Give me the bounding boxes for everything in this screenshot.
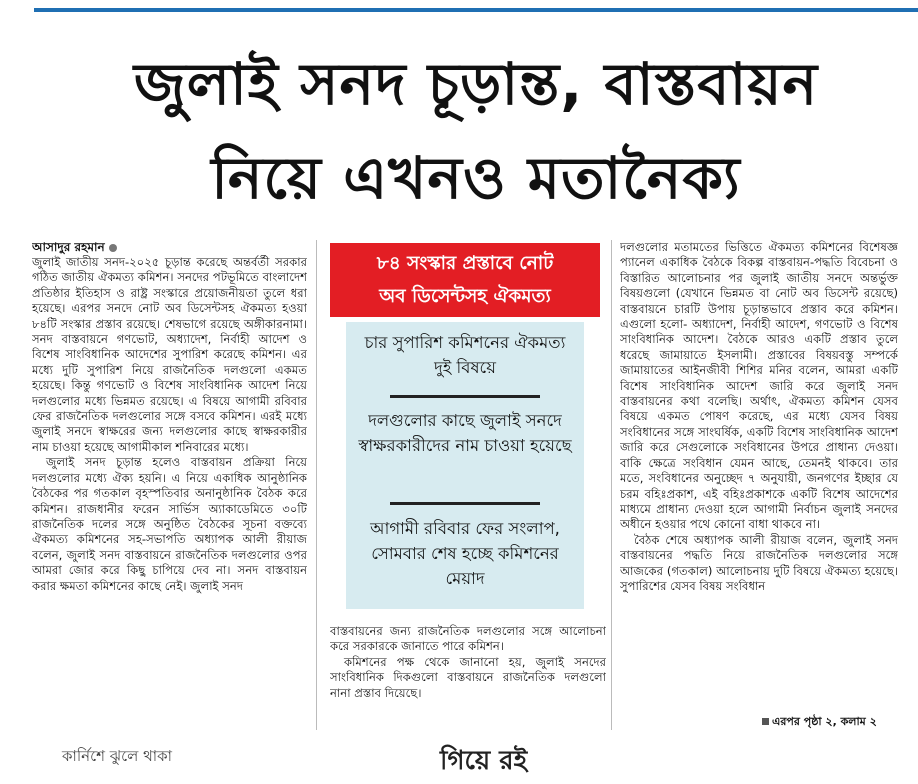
byline-name: আসাদুর রহমান: [32, 240, 105, 254]
continuation-text: এরপর পৃষ্ঠা ২, কলাম ২: [772, 715, 877, 728]
highlight-separator: [390, 502, 540, 505]
article-column-3: [620, 240, 898, 758]
highlight-item: দলগুলোর কাছে জুলাই সনদে স্বাক্ষরকারীদের নাম চাওয়া হয়েছে: [358, 411, 572, 455]
teaser-right: গিয়ে রই: [440, 746, 528, 776]
article-column-1: [32, 240, 307, 758]
byline: [32, 240, 307, 255]
teaser-left: কার্নিশে ঝুলে থাকা: [62, 747, 172, 765]
headline-line-2: নিয়ে এখনও মতানৈক্য: [211, 144, 741, 212]
paragraph: বাস্তবায়নের জন্য রাজনৈতিক দলগুলোর সঙ্গে আলোচনা করে সরকারকে জানাতে পারে কমিশন।: [330, 624, 606, 654]
continuation-note: [762, 713, 877, 732]
headline-line-1: জুলাই সনদ চূড়ান্ত, বাস্তবায়ন: [133, 50, 819, 118]
paragraph: জুলাই সনদ চূড়ান্ত হলেও বাস্তবায়ন প্রক্রিয়া নিয়ে দলগুলোর মধ্যে ঐক্য হয়নি। এ নিয়ে একাধিক আনুষ্ঠানিক বৈঠকের পর গতকাল বৃহস্পতিবার অনানুষ্ঠানিক বৈঠক করে কমিশন। রাজধানীর ফরেন সার্ভিস অ্যাকাডেমিতে ৩০টি রাজনৈতিক দলের সঙ্গে অনুষ্ঠিত বৈঠকের সূচনা বক্তব্যে ঐকমত্য কমিশনের সহ-সভাপতি অধ্যাপক আলী রীয়াজ বলেন, জুলাই সনদ বাস্তবায়নে রাজনৈতিক দলগুলোর ওপর আমরা জোর করে কিছু চাপিয়ে দেব না। সনদ বাস্তবায়ন করার ক্ষমতা কমিশনের কাছে নেই। জুলাই সনদ: [32, 455, 307, 593]
paragraph: কমিশনের পক্ষ থেকে জানানো হয়, জুলাই সনদের সাংবিধানিক দিকগুলো বাস্তবায়নে রাজনৈতিক দলগুলো নানা প্রস্তাব দিয়েছে।: [330, 654, 606, 700]
square-bullet-icon: [762, 718, 769, 725]
paragraph: বৈঠক শেষে অধ্যাপক আলী রীয়াজ বলেন, জুলাই সনদ বাস্তবায়নের পদ্ধতি নিয়ে রাজনৈতিক দলগুলোর সঙ্গে আজকের (গতকাল) আলোচনায় দুটি বিষয়ে ঐকমত্য হয়েছে। সুপারিশের যেসব বিষয় সংবিধান: [620, 532, 898, 593]
red-highlight-box: [330, 243, 600, 317]
redbox-line-1: ৮৪ সংস্কার প্রস্তাবে নোট: [376, 253, 554, 274]
highlights-box: [346, 322, 584, 609]
highlight-separator: [390, 395, 540, 398]
paragraph: দলগুলোর মতামতের ভিত্তিতে ঐকমত্য কমিশনের বিশেষজ্ঞ প্যানেল একাধিক বৈঠকে বিকল্প বাস্তবায়ন-পদ্ধতি বিবেচনা ও বিস্তারিত আলোচনার পর জুলাই জাতীয় সনদে অন্তর্ভুক্ত বিষয়গুলো (যেখানে ভিন্নমত বা নোট অব ডিসেন্ট রয়েছে) বাস্তবায়নে চারটি উপায় চূড়ান্তভাবে প্রস্তাব করে কমিশন। এগুলো হলো- অধ্যাদেশ, নির্বাহী আদেশ, গণভোট ও বিশেষ সাংবিধানিক আদেশ। বৈঠকে আরও একটি প্রস্তাব তুলে ধরেছে জামায়াতে ইসলামী। প্রস্তাবের বিষয়বস্তু সম্পর্কে জামায়াতের আইনজীবী শিশির মনির বলেন, আমরা একটি বিশেষ সাংবিধানিক আদেশ জারি করে জুলাই সনদ বাস্তবায়নের কথা বলেছি। অর্থাৎ, ঐকমত্য কমিশন যেসব বিষয়ে একমত পোষণ করেছে, এর মধ্যে যেসব বিষয় সংবিধানের সঙ্গে সাংঘর্ষিক, একটি বিশেষ সাংবিধানিক আদেশ জারি করে সেগুলোকে সংবিধানের উপরে প্রাধান্য দেওয়া। বাকি ক্ষেত্রে সংবিধান যেমন আছে, তেমনই থাকবে। তার মতে, সংবিধানের অনুচ্ছেদ ৭ অনুযায়ী, জনগণের ইচ্ছার যে চরম বহিঃপ্রকাশ, এই বহিঃপ্রকাশকে একটি বিশেষ আদেশের মাধ্যমে প্রাধান্য দেওয়া হলে আগামী নির্বাচন জুলাই সনদের অধীনে হওয়ার পথে কোনো বাধা থাকবে না।: [620, 240, 898, 532]
top-rule: [34, 8, 918, 12]
redbox-line-2: অব ডিসেন্টসহ ঐকমত্য: [379, 286, 551, 307]
column-divider: [611, 240, 612, 730]
highlight-item: আগামী রবিবার ফের সংলাপ, সোমবার শেষ হচ্ছে কমিশনের মেয়াদ: [370, 519, 560, 588]
highlight-item: চার সুপারিশ কমিশনের ঐকমত্য দুই বিষয়ে: [364, 333, 566, 377]
article-column-2: [330, 624, 606, 734]
column-divider: [316, 240, 317, 730]
byline-dot-icon: [109, 244, 117, 252]
paragraph: জুলাই জাতীয় সনদ-২০২৫ চূড়ান্ত করেছে অন্তর্বর্তী সরকার গঠিত জাতীয় ঐকমত্য কমিশন। সনদের পটভূমিতে বাংলাদেশ প্রতিষ্ঠার ইতিহাস ও রাষ্ট্র সংস্কারে প্রয়োজনীয়তা তুলে ধরা হয়েছে। এরপর সনদে নোট অব ডিসেন্টসহ ঐকমত্য হওয়া ৮৪টি সংস্কার প্রস্তাব রয়েছে। শেষভাগে রয়েছে অঙ্গীকারনামা। সনদ বাস্তবায়নে গণভোট, অধ্যাদেশ, নির্বাহী আদেশ ও বিশেষ সাংবিধানিক আদেশের সুপারিশ করেছে কমিশন। এর মধ্যে দুটি সুপারিশ নিয়ে রাজনৈতিক দলগুলো একমত হয়েছে। কিন্তু গণভোট ও বিশেষ সাংবিধানিক আদেশ নিয়ে দলগুলোর মধ্যে ভিন্নমত রয়েছে। এ বিষয়ে আগামী রবিবার ফের রাজনৈতিক দলগুলোর সঙ্গে বসবে কমিশন। এরই মধ্যে জুলাই সনদে স্বাক্ষরের জন্য দলগুলোর কাছে স্বাক্ষরকারীর নাম চাওয়া হয়েছে আগামীকাল শনিবারের মধ্যে।: [32, 255, 307, 454]
